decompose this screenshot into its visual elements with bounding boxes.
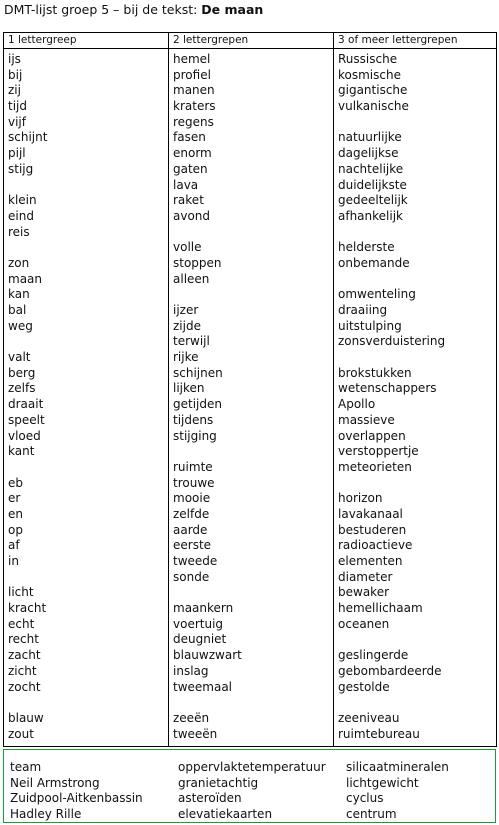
word-item: deugniet bbox=[173, 632, 227, 647]
word-item: kosmische bbox=[338, 67, 401, 82]
word-item: draaiing bbox=[338, 303, 388, 317]
word-item: getijden bbox=[173, 397, 222, 412]
blank-line bbox=[338, 632, 496, 648]
extra-list-1 bbox=[10, 760, 172, 823]
blank-line bbox=[8, 334, 168, 350]
word-item: Russische bbox=[338, 52, 398, 66]
blank-line bbox=[173, 585, 333, 601]
word-item: afhankelijk bbox=[338, 208, 403, 223]
blank-line bbox=[338, 350, 496, 366]
word-item: kraters bbox=[173, 99, 216, 114]
word-item: omwenteling bbox=[338, 287, 416, 302]
word-item: manen bbox=[173, 83, 215, 98]
word-item: weg bbox=[8, 318, 33, 333]
word-item: tweemaal bbox=[173, 679, 233, 694]
blank-line bbox=[173, 695, 333, 711]
extra-word-item: elevatiekaarten bbox=[178, 807, 273, 822]
header-one-syllable: 1 lettergreep bbox=[4, 33, 169, 49]
word-item: regens bbox=[173, 114, 214, 129]
word-item: blauwzwart bbox=[173, 648, 242, 663]
column-one-syllable bbox=[4, 49, 169, 747]
blank-line bbox=[8, 178, 168, 194]
word-item: maankern bbox=[173, 601, 234, 616]
word-item: meteorieten bbox=[338, 459, 412, 474]
word-item: klein bbox=[8, 193, 37, 208]
word-item: profiel bbox=[173, 67, 211, 82]
word-item: zijde bbox=[173, 318, 201, 333]
extra-word-item: oppervlaktetemperatuur bbox=[178, 760, 326, 774]
word-item: valt bbox=[8, 350, 31, 365]
blank-line bbox=[338, 476, 496, 492]
word-item: brokstukken bbox=[338, 365, 412, 380]
page-title bbox=[4, 2, 263, 17]
extra-list-3 bbox=[346, 760, 496, 823]
word-item: vulkanische bbox=[338, 99, 409, 114]
word-item: stoppen bbox=[173, 255, 222, 270]
word-item: mooie bbox=[173, 491, 211, 506]
word-item: wetenschappers bbox=[338, 381, 437, 396]
extra-word-item: Hadley Rille bbox=[10, 807, 82, 822]
word-item: schijnen bbox=[173, 365, 223, 380]
word-item: er bbox=[8, 491, 21, 506]
blank-line bbox=[338, 272, 496, 288]
word-item: horizon bbox=[338, 491, 383, 506]
word-list-table bbox=[3, 32, 497, 747]
word-item: zelfs bbox=[8, 381, 36, 396]
word-item: lava bbox=[173, 177, 199, 192]
extra-word-item: Neil Armstrong bbox=[10, 775, 100, 790]
word-item: stijg bbox=[8, 161, 34, 176]
extra-words-box bbox=[3, 749, 496, 823]
word-item: geslingerde bbox=[338, 648, 409, 663]
word-item: Apollo bbox=[338, 397, 376, 412]
column-two-syllables bbox=[169, 49, 334, 747]
extra-word-item: cyclus bbox=[346, 791, 384, 806]
word-list-col-1 bbox=[8, 49, 168, 746]
title-prefix: DMT-lijst groep 5 – bij de tekst: bbox=[4, 2, 202, 17]
extra-word-item: Zuidpool-Aitkenbassin bbox=[10, 791, 143, 806]
word-item: gestolde bbox=[338, 679, 390, 694]
word-item: ijs bbox=[8, 52, 21, 66]
word-item: stijging bbox=[173, 428, 217, 443]
word-item: massieve bbox=[338, 412, 395, 427]
word-item: fasen bbox=[173, 130, 206, 145]
extra-word-item: granietachtig bbox=[178, 775, 259, 790]
word-item: eerste bbox=[173, 538, 212, 553]
word-item: lijken bbox=[173, 381, 205, 396]
word-item: af bbox=[8, 538, 20, 553]
blank-line bbox=[8, 570, 168, 586]
word-item: in bbox=[8, 554, 19, 568]
word-item: schijnt bbox=[8, 130, 48, 145]
word-item: tweeën bbox=[173, 726, 218, 741]
header-two-syllables: 2 lettergrepen bbox=[169, 33, 334, 49]
word-list-col-3 bbox=[338, 49, 496, 746]
word-row bbox=[4, 49, 497, 747]
word-item: voertuig bbox=[173, 616, 224, 631]
word-item: hemellichaam bbox=[338, 601, 423, 616]
word-item: eind bbox=[8, 208, 34, 223]
word-item: zicht bbox=[8, 663, 37, 678]
word-item: tijdens bbox=[173, 412, 214, 427]
extra-word-item: centrum bbox=[346, 807, 397, 822]
blank-line bbox=[173, 287, 333, 303]
blank-line bbox=[338, 115, 496, 131]
word-item: bewaker bbox=[338, 585, 390, 600]
word-item: reis bbox=[8, 224, 30, 239]
word-item: berg bbox=[8, 365, 36, 380]
extra-column-2 bbox=[172, 750, 340, 822]
word-item: kant bbox=[8, 444, 35, 459]
word-item: bij bbox=[8, 67, 23, 82]
word-item: zonsverduistering bbox=[338, 334, 446, 349]
extra-word-item: silicaatmineralen bbox=[346, 760, 449, 774]
word-item: diameter bbox=[338, 569, 393, 584]
extra-word-item: team bbox=[10, 760, 42, 774]
word-item: gaten bbox=[173, 161, 208, 176]
extra-column-3 bbox=[340, 750, 496, 822]
word-item: zeeën bbox=[173, 710, 210, 725]
word-item: lavakanaal bbox=[338, 506, 403, 521]
blank-line bbox=[338, 225, 496, 241]
word-item: alleen bbox=[173, 271, 210, 286]
word-item: radioactieve bbox=[338, 538, 413, 553]
word-item: verstoppertje bbox=[338, 444, 419, 459]
word-item: raket bbox=[173, 193, 204, 208]
blank-line bbox=[8, 240, 168, 256]
word-item: zon bbox=[8, 255, 30, 270]
header-three-plus-syllables: 3 of meer lettergrepen bbox=[334, 33, 497, 49]
word-item: duidelijkste bbox=[338, 177, 407, 192]
extra-word-item: lichtgewicht bbox=[346, 775, 419, 790]
word-item: tweede bbox=[173, 554, 218, 568]
word-item: recht bbox=[8, 632, 39, 647]
word-item: aarde bbox=[173, 522, 208, 537]
word-item: nachtelijke bbox=[338, 161, 404, 176]
word-item: volle bbox=[173, 240, 202, 255]
word-item: speelt bbox=[8, 412, 45, 427]
word-item: zelfde bbox=[173, 506, 210, 521]
word-item: oceanen bbox=[338, 616, 390, 631]
extra-column-1 bbox=[4, 750, 172, 822]
word-item: terwijl bbox=[173, 334, 210, 349]
word-item: vloed bbox=[8, 428, 41, 443]
extra-list-2 bbox=[178, 760, 340, 823]
word-item: maan bbox=[8, 271, 43, 286]
word-item: zocht bbox=[8, 679, 41, 694]
column-three-plus-syllables bbox=[334, 49, 497, 747]
word-item: zij bbox=[8, 83, 21, 98]
word-item: sonde bbox=[173, 569, 210, 584]
word-item: gedeeltelijk bbox=[338, 193, 408, 208]
word-item: gigantische bbox=[338, 83, 408, 98]
word-item: trouwe bbox=[173, 475, 215, 490]
word-item: vijf bbox=[8, 114, 26, 129]
word-list-col-2 bbox=[173, 49, 333, 746]
word-item: zout bbox=[8, 726, 34, 741]
word-item: helderste bbox=[338, 240, 395, 255]
word-item: ruimtebureau bbox=[338, 726, 420, 741]
word-item: eb bbox=[8, 475, 23, 490]
word-item: bal bbox=[8, 303, 27, 317]
word-item: uitstulping bbox=[338, 318, 402, 333]
word-item: gebombardeerde bbox=[338, 663, 442, 678]
blank-line bbox=[173, 225, 333, 241]
word-item: onbemande bbox=[338, 255, 410, 270]
word-item: inslag bbox=[173, 663, 209, 678]
word-item: natuurlijke bbox=[338, 130, 402, 145]
word-item: avond bbox=[173, 208, 211, 223]
blank-line bbox=[173, 444, 333, 460]
word-item: ijzer bbox=[173, 303, 199, 317]
word-item: elementen bbox=[338, 554, 403, 568]
word-item: kan bbox=[8, 287, 30, 302]
word-item: overlappen bbox=[338, 428, 406, 443]
blank-line bbox=[8, 460, 168, 476]
word-item: ruimte bbox=[173, 459, 213, 474]
word-item: kracht bbox=[8, 601, 47, 616]
header-row bbox=[4, 33, 497, 49]
word-item: tijd bbox=[8, 99, 27, 114]
word-item: op bbox=[8, 522, 23, 537]
blank-line bbox=[338, 695, 496, 711]
word-item: rijke bbox=[173, 350, 199, 365]
title-topic: De maan bbox=[201, 2, 264, 17]
word-item: hemel bbox=[173, 52, 211, 66]
extra-word-item: asteroïden bbox=[178, 791, 242, 806]
word-item: echt bbox=[8, 616, 35, 631]
blank-line bbox=[8, 695, 168, 711]
word-item: draait bbox=[8, 397, 44, 412]
word-item: dagelijkse bbox=[338, 146, 399, 161]
word-item: zeeniveau bbox=[338, 710, 400, 725]
word-item: zacht bbox=[8, 648, 41, 663]
word-item: blauw bbox=[8, 710, 44, 725]
word-item: en bbox=[8, 506, 23, 521]
word-item: pijl bbox=[8, 146, 26, 161]
word-item: bestuderen bbox=[338, 522, 407, 537]
word-item: enorm bbox=[173, 146, 212, 161]
word-item: licht bbox=[8, 585, 34, 600]
